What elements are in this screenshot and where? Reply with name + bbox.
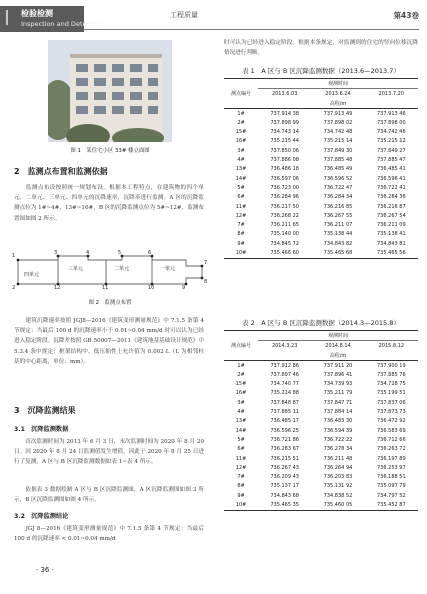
point-id-cell: 8# bbox=[237, 483, 245, 490]
table1-date: 2013.7.20 bbox=[378, 90, 405, 97]
elevation-cell: 735.465 68 bbox=[311, 248, 364, 258]
table-row bbox=[224, 220, 418, 229]
unit-label-3: 三单元 bbox=[68, 266, 84, 272]
table2-title: 表 2 A 区与 B 区沉降监测数据（2014.3—2015.8） bbox=[242, 319, 400, 327]
point-id-cell: 13# bbox=[235, 418, 247, 425]
elevation-cell: 736.217 50 bbox=[270, 203, 299, 210]
elevation-cell: 735.199 51 bbox=[377, 390, 406, 397]
point-id-cell: 5# bbox=[237, 184, 245, 191]
point-id-cell: 11# bbox=[235, 203, 247, 210]
elevation-cell: 736.267 54 bbox=[377, 212, 406, 219]
elevation-cell: 736.216 85 bbox=[323, 203, 353, 210]
table2-date: 2014.3.23 bbox=[271, 342, 298, 349]
elevation-cell: 736.483 30 bbox=[323, 418, 353, 425]
table-row bbox=[224, 454, 418, 463]
point-id-cell: 2# bbox=[237, 119, 245, 126]
elevation-cell: 736.211 48 bbox=[323, 455, 353, 462]
elevation-cell: 736.264 94 bbox=[323, 464, 353, 471]
table-row bbox=[224, 360, 418, 370]
elevation-cell: 736.597 06 bbox=[270, 175, 299, 182]
point-label: 9 bbox=[182, 285, 186, 290]
elevation-cell: 735.138 44 bbox=[323, 231, 353, 238]
elevation-cell: 736.253 97 bbox=[377, 464, 406, 471]
elevation-cell: 735.214 88 bbox=[270, 390, 299, 397]
table-row bbox=[224, 108, 418, 118]
elevation-cell: 734.739 93 bbox=[323, 381, 353, 388]
table-row bbox=[224, 472, 418, 481]
elevation-cell: 736.267 43 bbox=[270, 464, 299, 471]
table-row bbox=[224, 435, 418, 444]
elevation-cell: 737.847 71 bbox=[323, 399, 353, 406]
table1-group-header: 观测时间 bbox=[258, 79, 418, 89]
elevation-cell: 736.203 83 bbox=[323, 474, 353, 481]
elevation-cell: 737.885 76 bbox=[377, 371, 406, 378]
elevation-cell: 737.914 38 bbox=[270, 110, 299, 117]
elevation-cell: 736.284 96 bbox=[270, 194, 299, 201]
elevation-cell: 736.486 18 bbox=[270, 166, 299, 173]
point-id-cell: 5# bbox=[237, 436, 245, 443]
point-id-cell: 12# bbox=[235, 464, 247, 471]
elevation-cell: 737.897 46 bbox=[270, 371, 299, 378]
elevation-cell: 735.097 79 bbox=[377, 483, 406, 490]
table-row bbox=[224, 407, 418, 416]
point-id-cell: 16# bbox=[235, 138, 247, 145]
elevation-cell: 736.485 17 bbox=[270, 418, 299, 425]
header-section-title: 检验检测 bbox=[21, 8, 53, 18]
elevation-cell: 736.211 65 bbox=[270, 222, 299, 229]
table-row bbox=[224, 211, 418, 220]
elevation-cell: 737.900 19 bbox=[377, 362, 406, 369]
point-label: 1 bbox=[12, 253, 16, 259]
elevation-cell: 736.215 51 bbox=[270, 455, 299, 462]
elevation-cell: 736.596 41 bbox=[377, 175, 406, 182]
elevation-cell: 737.885 11 bbox=[270, 409, 299, 416]
elevation-cell: 734.742 48 bbox=[323, 129, 353, 136]
elevation-cell: 735.215 12 bbox=[377, 138, 406, 145]
elevation-cell: 737.849 27 bbox=[377, 147, 406, 154]
point-id-cell: 4# bbox=[237, 409, 245, 416]
point-id-cell: 16# bbox=[235, 390, 247, 397]
elevation-cell: 735.137 17 bbox=[270, 483, 299, 490]
elevation-cell: 734.728 75 bbox=[377, 381, 406, 388]
elevation-cell: 736.268 22 bbox=[270, 212, 299, 219]
elevation-cell: 736.278 34 bbox=[323, 446, 353, 453]
point-label: 7 bbox=[204, 260, 208, 266]
elevation-cell: 737.850 06 bbox=[270, 147, 299, 154]
table2-date: 2015.8.12 bbox=[378, 342, 405, 349]
elevation-cell: 737.913 46 bbox=[377, 110, 406, 117]
table1-title: 表 1 A 区与 B 区沉降监测数据（2013.6—2013.7） bbox=[242, 67, 400, 75]
elevation-cell: 736.284 36 bbox=[377, 194, 406, 201]
table1-col-point: 测点编号 bbox=[224, 79, 258, 109]
elevation-cell: 735.215 14 bbox=[323, 138, 353, 145]
section31-paragraph2: 依据表 3 数据绘制 A 区与 B 区沉降监测图，A 区沉降监测图如图 3 所示，B 区沉降监测图如图 4 所示。 bbox=[14, 487, 204, 504]
point-id-cell: 14# bbox=[235, 175, 247, 182]
elevation-cell: 737.884 14 bbox=[323, 409, 353, 416]
point-label: 3 bbox=[54, 250, 58, 256]
table2-body bbox=[224, 360, 418, 510]
elevation-cell: 735.466 60 bbox=[258, 248, 311, 258]
elevation-cell: 736.211 09 bbox=[377, 222, 406, 229]
elevation-cell: 734.845 72 bbox=[270, 240, 299, 247]
table-row bbox=[224, 174, 418, 183]
building-photo-graphic bbox=[48, 40, 172, 142]
elevation-cell: 735.465 56 bbox=[365, 248, 418, 258]
elevation-cell: 737.886 08 bbox=[270, 157, 299, 164]
issue-number: 第43卷 bbox=[393, 11, 419, 20]
table-row bbox=[224, 155, 418, 164]
unit-label-1: 一单元 bbox=[160, 266, 176, 272]
elevation-cell: 734.797 52 bbox=[377, 492, 406, 499]
figure1-caption: 图 1 某住宅小区 33# 楼立面图 bbox=[70, 148, 150, 154]
point-id-cell: 15# bbox=[235, 129, 247, 136]
elevation-cell: 736.583 69 bbox=[377, 427, 406, 434]
table-row bbox=[224, 482, 418, 491]
point-id-cell: 1# bbox=[237, 362, 245, 369]
elevation-cell: 736.594 39 bbox=[323, 427, 353, 434]
table1-unit: 高程/m bbox=[258, 99, 418, 109]
section2-paragraph2: 建筑沉降速率按照 JGJ8—2016《建筑变形测量规范》中 7.1.5 条第 4 节规定：当最后 100 d 的沉降速率小于 0.01~0.04 mm/d 时可以认为已经进入稳定阶段。沉降差按照 GB 50007—2011《建筑地基基础设计规范》中 5.3.4 条中规定：框架结构中、低压缩性土允许值为 0.002 L（L 为相邻柱基的中心距离，单位：mm）。 bbox=[14, 318, 204, 365]
elevation-cell: 735.138 41 bbox=[377, 231, 406, 238]
elevation-cell: 735.460 05 bbox=[311, 500, 364, 510]
table-row bbox=[224, 398, 418, 407]
elevation-cell: 736.188 51 bbox=[377, 474, 406, 481]
table-row bbox=[224, 491, 418, 500]
point-label: 5 bbox=[118, 250, 122, 256]
building-photo bbox=[48, 40, 172, 142]
table-row bbox=[224, 165, 418, 174]
elevation-cell: 736.596 52 bbox=[323, 175, 353, 182]
elevation-cell: 736.485 41 bbox=[377, 166, 406, 173]
elevation-cell: 734.843 68 bbox=[270, 492, 299, 499]
point-id-cell: 9# bbox=[237, 492, 245, 499]
elevation-cell: 736.722 47 bbox=[323, 184, 353, 191]
point-label: 10 bbox=[148, 285, 155, 290]
section32-paragraph: JGJ 8—2016《建筑变形测量规范》中 7.1.5 条第 4 节规定：当最后 100 d 的沉降速率 < 0.01~0.04 mm/d bbox=[14, 526, 204, 543]
elevation-cell: 737.898 00 bbox=[377, 119, 406, 126]
point-id-cell: 6# bbox=[237, 446, 245, 453]
table-row bbox=[224, 137, 418, 146]
elevation-cell: 735.131 92 bbox=[323, 483, 353, 490]
elevation-cell: 736.723 00 bbox=[270, 184, 299, 191]
elevation-cell: 735.211 79 bbox=[323, 390, 353, 397]
point-label: 8 bbox=[204, 279, 208, 285]
elevation-cell: 736.722 41 bbox=[377, 184, 406, 191]
header-initial-letter: I bbox=[4, 6, 10, 30]
point-id-cell: 3# bbox=[237, 147, 245, 154]
elevation-cell: 737.898 99 bbox=[270, 119, 299, 126]
elevation-cell: 737.896 41 bbox=[323, 371, 353, 378]
section31-paragraph1: 首次监测时间为 2013 年 6 月 3 日，末次监测时间为 2020 年 8 月 20 日。因 2020 年 8 月 24 日监测值发生增值，因此于 2020 年 8 月 25 日进行了复测。A 区与 B 区沉降监测数据如表 1~表 4 所示。 bbox=[14, 439, 204, 466]
table1-date: 2013.6.03 bbox=[271, 90, 298, 97]
point-id-cell: 4# bbox=[237, 157, 245, 164]
page-number: · 36 · bbox=[36, 566, 54, 574]
elevation-cell: 737.913 49 bbox=[323, 110, 353, 117]
elevation-cell: 737.848 87 bbox=[270, 399, 299, 406]
point-id-cell: 7# bbox=[237, 222, 245, 229]
section31-heading: 3.1 沉降监测数据 bbox=[14, 426, 69, 433]
point-id-cell: 15# bbox=[235, 381, 247, 388]
table-row bbox=[224, 463, 418, 472]
table-row bbox=[224, 118, 418, 127]
right-intro-paragraph: 时可认为已经进入稳定阶段。根据本条规定，对监测到的住宅的竖向位移沉降情况进行判断。 bbox=[224, 40, 418, 57]
elevation-cell: 734.740 77 bbox=[270, 381, 299, 388]
elevation-cell: 734.743 14 bbox=[270, 129, 299, 136]
point-id-cell: 6# bbox=[237, 194, 245, 201]
table1-body bbox=[224, 108, 418, 258]
table-row bbox=[224, 417, 418, 426]
point-id-cell: 3# bbox=[237, 399, 245, 406]
elevation-cell: 736.211 07 bbox=[323, 222, 353, 229]
figure2-caption: 图 2 监测点布置 bbox=[88, 300, 132, 306]
elevation-cell: 736.472 92 bbox=[377, 418, 406, 425]
table-row bbox=[224, 230, 418, 239]
table-row bbox=[224, 426, 418, 435]
table-row bbox=[224, 127, 418, 136]
point-label: 2 bbox=[12, 285, 16, 290]
point-id-cell: 13# bbox=[235, 166, 247, 173]
elevation-cell: 734.742 46 bbox=[377, 129, 406, 136]
elevation-cell: 736.721 86 bbox=[270, 436, 299, 443]
point-id-cell: 10# bbox=[224, 500, 258, 510]
table2-col-point: 测点编号 bbox=[224, 331, 258, 361]
point-id-cell: 12# bbox=[235, 212, 247, 219]
elevation-cell: 737.912 86 bbox=[270, 362, 299, 369]
elevation-cell: 736.263 72 bbox=[377, 446, 406, 453]
elevation-cell: 734.843 82 bbox=[323, 240, 353, 247]
elevation-cell: 736.267 55 bbox=[323, 212, 353, 219]
elevation-cell: 736.722 22 bbox=[323, 436, 353, 443]
table-row bbox=[224, 239, 418, 248]
table-row bbox=[224, 445, 418, 454]
point-id-cell: 7# bbox=[237, 474, 245, 481]
table-row bbox=[224, 193, 418, 202]
table1 bbox=[224, 78, 418, 259]
elevation-cell: 737.873 73 bbox=[377, 409, 406, 416]
elevation-cell: 736.596 25 bbox=[270, 427, 299, 434]
header-rule bbox=[84, 29, 419, 30]
table-row bbox=[224, 248, 418, 258]
point-label: 11 bbox=[102, 285, 109, 290]
table-row bbox=[224, 379, 418, 388]
elevation-cell: 737.898 02 bbox=[323, 119, 353, 126]
point-id-cell: 1# bbox=[237, 110, 245, 117]
point-label: 6 bbox=[148, 250, 152, 256]
elevation-cell: 735.215 44 bbox=[270, 138, 299, 145]
elevation-cell: 734.843 81 bbox=[377, 240, 406, 247]
section2-paragraph1: 监测点布设按照统一规划布设。根据本工程特点，在建筑物的四个单元、二单元、三单元、四单元的沉降速率，沉降率进行监测。A 区的沉降监测点位为 1#~4#，13#~16#，B 区的沉降监测点位为 5#~12#，监测布置图如图 2 所示。 bbox=[14, 185, 204, 222]
elevation-cell: 736.209 43 bbox=[270, 474, 299, 481]
point-label: 12 bbox=[54, 285, 61, 290]
elevation-cell: 734.838 52 bbox=[323, 492, 353, 499]
elevation-cell: 737.837 06 bbox=[377, 399, 406, 406]
point-id-cell: 10# bbox=[224, 248, 258, 258]
unit-label-4: 四单元 bbox=[24, 272, 40, 278]
table2 bbox=[224, 330, 418, 511]
header-section-subtitle: Inspection and Detection bbox=[21, 20, 103, 28]
table2-date: 2014.8.14 bbox=[325, 342, 351, 349]
elevation-cell: 737.885 47 bbox=[377, 157, 406, 164]
elevation-cell: 737.885 48 bbox=[323, 157, 353, 164]
elevation-cell: 737.911 20 bbox=[323, 362, 353, 369]
point-id-cell: 11# bbox=[235, 455, 247, 462]
journal-name: 工程质量 bbox=[170, 11, 198, 19]
point-label: 4 bbox=[86, 250, 90, 256]
section32-heading: 3.2 沉降监测结论 bbox=[14, 513, 69, 520]
table-row bbox=[224, 146, 418, 155]
table2-unit: 高程/m bbox=[258, 351, 418, 361]
elevation-cell: 737.849 30 bbox=[323, 147, 353, 154]
elevation-cell: 736.485 49 bbox=[323, 166, 353, 173]
table-row bbox=[224, 500, 418, 510]
elevation-cell: 736.216 87 bbox=[377, 203, 406, 210]
table-row bbox=[224, 389, 418, 398]
table-row bbox=[224, 370, 418, 379]
elevation-cell: 735.452 87 bbox=[365, 500, 418, 510]
elevation-cell: 735.140 00 bbox=[270, 231, 299, 238]
table-row bbox=[224, 202, 418, 211]
point-id-cell: 14# bbox=[235, 427, 247, 434]
table-row bbox=[224, 183, 418, 192]
table1-date: 2013.6.24 bbox=[325, 90, 351, 97]
table2-group-header: 观测时间 bbox=[258, 331, 418, 341]
elevation-cell: 736.197 89 bbox=[377, 455, 406, 462]
section2-heading: 2 监测点布置和监测依据 bbox=[14, 167, 108, 176]
unit-label-2: 二单元 bbox=[114, 266, 130, 272]
elevation-cell: 735.465 35 bbox=[258, 500, 311, 510]
section3-heading: 3 沉降监测结果 bbox=[14, 406, 76, 415]
elevation-cell: 736.283 67 bbox=[270, 446, 299, 453]
elevation-cell: 736.284 34 bbox=[323, 194, 353, 201]
monitoring-point-diagram bbox=[10, 250, 210, 290]
point-id-cell: 8# bbox=[237, 231, 245, 238]
point-id-cell: 9# bbox=[237, 240, 245, 247]
elevation-cell: 736.712 66 bbox=[377, 436, 406, 443]
point-id-cell: 2# bbox=[237, 371, 245, 378]
